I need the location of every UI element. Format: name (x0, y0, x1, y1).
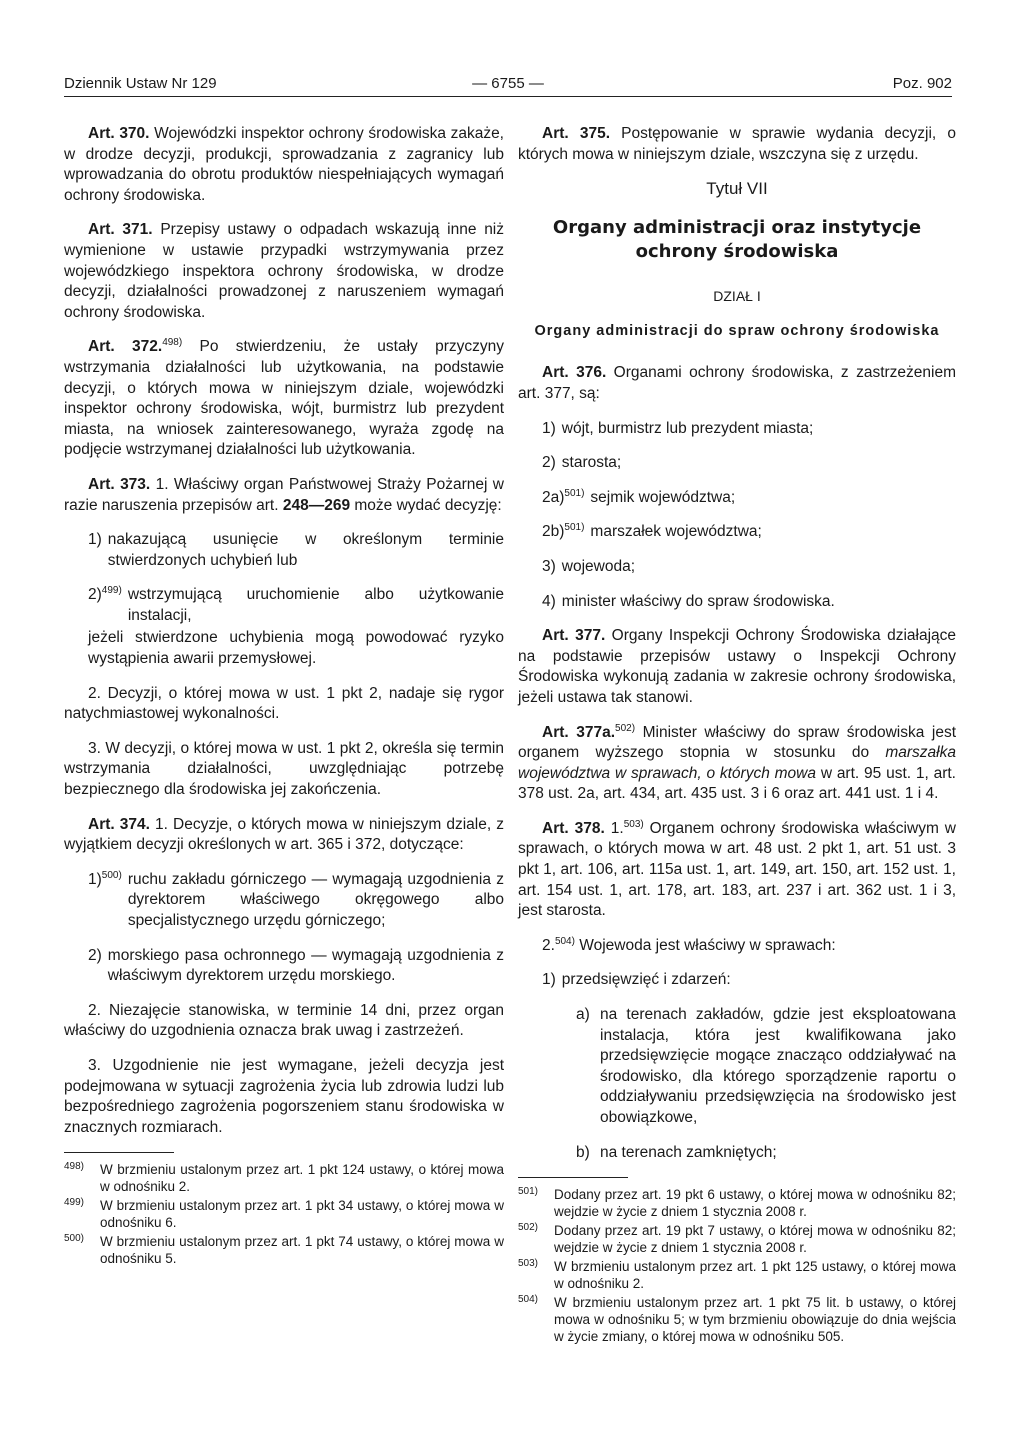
header-rule (64, 96, 952, 97)
list-item: 1) nakazującą usunięcie w określonym terminie stwierdzonych uchybień lub (88, 531, 504, 569)
right-column (518, 124, 956, 1347)
chapter-heading: DZIAŁ I (713, 287, 761, 304)
footnote-rule (518, 1177, 628, 1178)
section-heading: Organy administracji oraz instytycje ochrony środowiska (552, 216, 922, 262)
article-373-para-3: 3. W decyzji, o której mowa w ust. 1 pkt 2, określa się termin wstrzymania działalności, uwzględniając potrzebę bezpiecznego dla środowiska jej zakończenia. (64, 739, 504, 799)
list-item: 3) wojewoda; (542, 557, 636, 575)
left-column (64, 124, 504, 1269)
page-number: — 6755 — (472, 75, 544, 92)
chapter-title: Organy administracji do spraw ochrony środowiska (534, 323, 940, 340)
article-374-para-3: 3. Uzgodnienie nie jest wymagane, jeżeli decyzja jest podejmowana w sytuacji zagrożenia życia lub zdrowia ludzi lub bezpośredniego zagrożenia pogorszeniem stanu środowiska w znacznych rozmiarach. (64, 1056, 504, 1136)
footnote: 504) W brzmieniu ustalonym przez art. 1 pkt 75 lit. b ustawy, o której mowa w odnośniku 5; w tym brzmieniu obowiązuje do dnia wejścia w życie zmiany, o której mowa w odnośniku 505. (518, 1294, 956, 1345)
footnote: 499) W brzmieniu ustalonym przez art. 1 pkt 34 ustawy, o której mowa w odnośniku 6. (64, 1197, 504, 1231)
list-item: 1)$^{500)}$ ruchu zakładu górniczego — wymagają uzgodnienia z dyrektorem właściwego okręgowego albo specjalistycznego urzędu górniczego; (88, 869, 504, 929)
footnote-ref: 498) (162, 337, 183, 349)
list-item: 4) minister właściwy do spraw środowiska. (542, 592, 835, 610)
list-continuation: jeżeli stwierdzone uchybienia mogą powodować ryzyko wystąpienia awarii przemysłowej. (88, 629, 504, 668)
article-378: Art. 378. 1.$^{503)}$ Organem ochrony środowiska właściwym w sprawach, o których mowa w art. 48 ust. 2 pkt 1, art. 51 ust. 3 pkt 1, art. 106, art. 115a ust. 1, art. 149, art. 150, art. 152 ust. 1, art. 154 ust. 1, art. 178, art. 183, art. 237 i art. 362 ust. 1 i 3, jest starosta. (518, 818, 956, 920)
position-number: Poz. 902 (892, 75, 952, 92)
sub-list-item: b) na terenach zamkniętych; (576, 1143, 777, 1161)
list-item: 2a)$^{501)}$ sejmik województwa; (542, 487, 736, 506)
article-374: Art. 374. 1. Decyzje, o których mowa w niniejszym dziale, z wyjątkiem decyzji określonych w art. 365 i 372, dotyczące: (64, 815, 504, 854)
page-header (64, 74, 952, 98)
title-heading: Tytuł VII (706, 179, 768, 199)
footnote: 500) W brzmieniu ustalonym przez art. 1 pkt 74 ustawy, o której mowa w odnośniku 5. (64, 1233, 504, 1267)
list-item: 1) przedsięwzięć i zdarzeń: (542, 971, 731, 989)
article-375: Art. 375. Postępowanie w sprawie wydania decyzji, o których mowa w niniejszym dziale, wszczyna się z urzędu. (518, 125, 957, 163)
sub-list-item: a) na terenach zakładów, gdzie jest eksploatowana instalacja, która jest kwalifikowana jako przedsięwzięcie mogące znacząco oddziaływać na środowisko, dla którego sporządzenie raportu o oddziaływaniu przedsięwzięcia na środowisko jest obowiązkowe, (576, 1006, 956, 1126)
article-373: Art. 373. 1. Właściwy organ Państwowej Straży Pożarnej w razie naruszenia przepisów art. 248—269 może wydać decyzję: (64, 475, 504, 514)
list-item: 2) starosta; (542, 454, 622, 472)
article-377a: Art. 377a.$^{502)}$ Minister właściwy do spraw środowiska jest organem wyższego stopnia w stosunku do marszałka województwa w sprawach, o których mowa w art. 95 ust. 1, art. 378 ust. 2a, art. 434, art. 435 ust. 3 i 6 oraz art. 441 ust. 1 i 4. (518, 722, 956, 803)
list-item: 2b)$^{501)}$ marszałek województwa; (542, 522, 762, 541)
list-item: 2) morskiego pasa ochronnego — wymagają uzgodnienia z właściwym dyrektorem urzędu morskiego. (88, 946, 504, 985)
list-item: 2)$^{499)}$ wstrzymującą uruchomienie albo użytkowanie instalacji, (88, 585, 504, 624)
footnote: 503) W brzmieniu ustalonym przez art. 1 pkt 125 ustawy, o której mowa w odnośniku 2. (518, 1258, 956, 1292)
article-377: Art. 377. Organy Inspekcji Ochrony Środowiska działające na podstawie przepisów ustawy o Inspekcji Ochrony Środowiska wykonują zadania w zakresie ochrony środowiska, jeżeli ustawa tak stanowi. (518, 627, 957, 706)
footnote: 502) Dodany przez art. 19 pkt 7 ustawy, o której mowa w odnośniku 82; wejdzie w życie z dniem 1 stycznia 2008 r. (518, 1222, 956, 1256)
footnote: 498) W brzmieniu ustalonym przez art. 1 pkt 124 ustawy, o której mowa w odnośniku 2. (64, 1161, 504, 1195)
article-370: Art. 370. Wojewódzki inspektor ochrony środowiska zakaże, w drodze decyzji, produkcji, sprowadzania z zagranicy lub wprowadzania do obrotu produktów niespełniających wymagań ochrony środowiska. (64, 125, 504, 204)
list-item: 1) wójt, burmistrz lub prezydent miasta; (542, 419, 814, 437)
footnote: 501) Dodany przez art. 19 pkt 6 ustawy, o której mowa w odnośniku 82; wejdzie w życie z dniem 1 stycznia 2008 r. (518, 1186, 956, 1220)
article-378-para-2: 2.$^{504)}$ Wojewoda jest właściwy w sprawach: (542, 935, 836, 954)
journal-title: Dziennik Ustaw Nr 129 (64, 75, 217, 92)
article-372: Art. 372.$^{498)}$ Po stwierdzeniu, że ustały przyczyny wstrzymania działalności lub użytkowania, na podstawie decyzji, o których mowa w niniejszym dziale, wojewódzki inspektor ochrony środowiska, wójt, burmistrz lub prezydent miasta, na wniosek zainteresowanego, wyraża zgodę na podjęcie wstrzymanej działalności lub użytkowania. (64, 337, 504, 459)
article-371: Art. 371. Przepisy ustawy o odpadach wskazują inne niż wymienione w ustawie przypadki wstrzymywania przez wojewódzkiego inspektora ochrony środowiska, w drodze decyzji, działalności prowadzonej z naruszeniem wymagań ochrony środowiska. (64, 221, 505, 321)
article-373-para-2: 2. Decyzji, o której mowa w ust. 1 pkt 2, nadaje się rygor natychmiastowej wykonalności. (64, 684, 504, 723)
article-374-para-2: 2. Niezajęcie stanowiska, w terminie 14 dni, przez organ właściwy do uzgodnienia oznacza brak uwag i zastrzeżeń. (64, 1001, 504, 1040)
article-376: Art. 376. Organami ochrony środowiska, z zastrzeżeniem art. 377, są: (518, 364, 956, 402)
footnote-rule (64, 1152, 174, 1153)
